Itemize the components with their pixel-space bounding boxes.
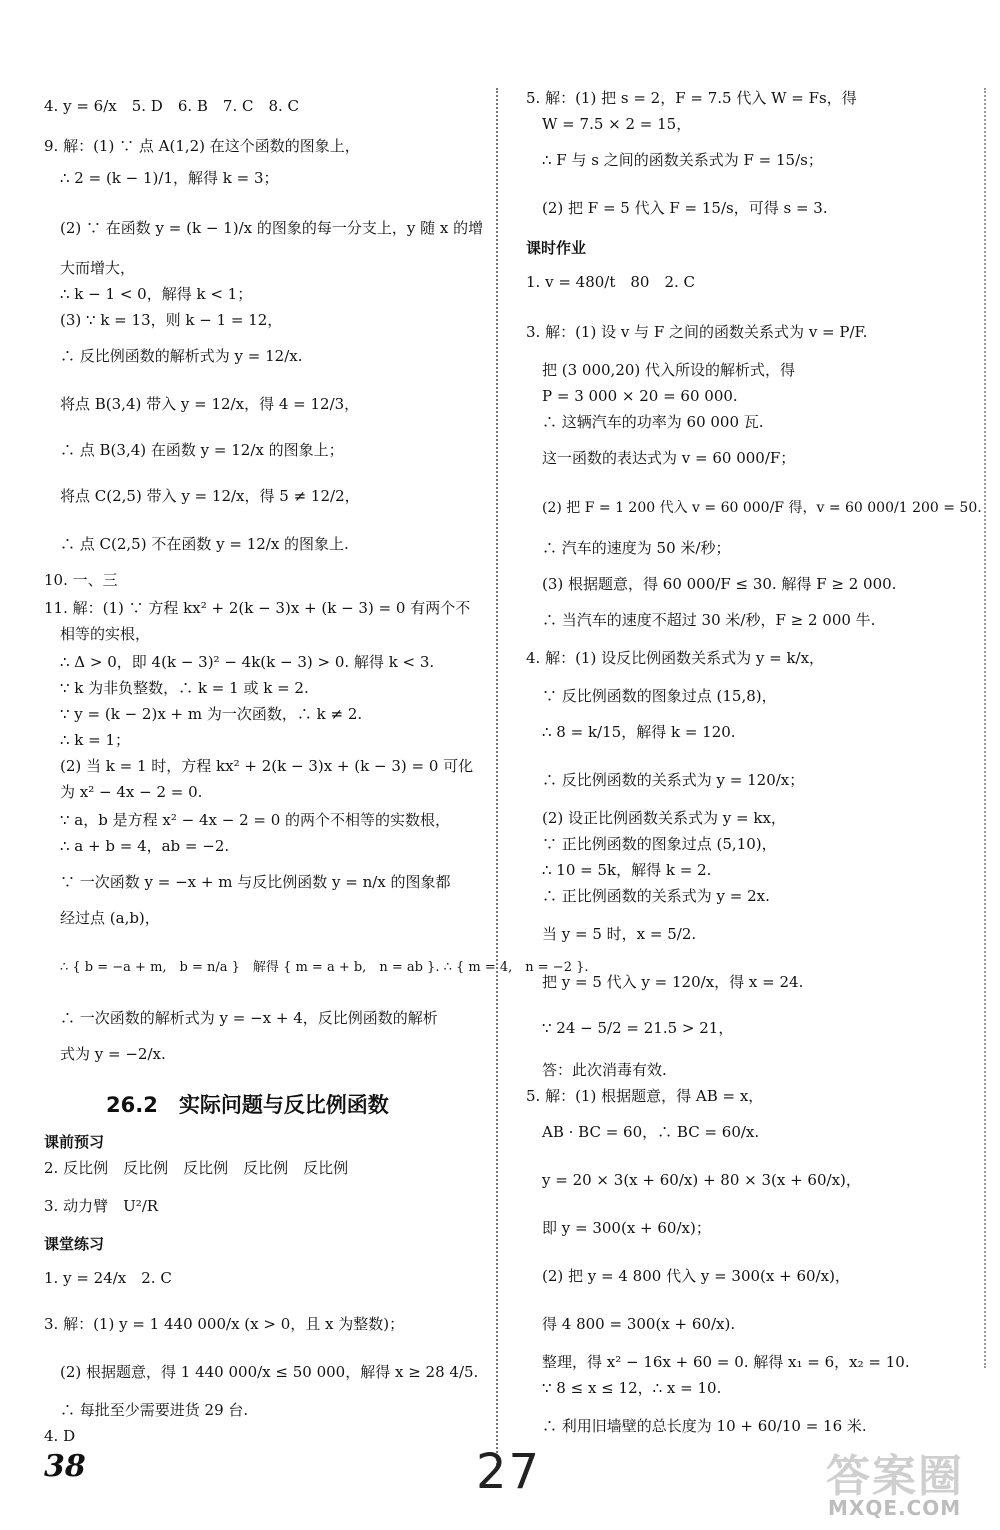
answer-line: 将点 B(3,4) 带入 y = 12/x，得 4 = 12/3， bbox=[60, 395, 360, 413]
answer-line: ∵ 正比例函数的图象过点 (5,10)， bbox=[542, 835, 777, 853]
answer-line: ∴ 正比例函数的关系式为 y = 2x. bbox=[542, 887, 770, 905]
answer-line: 2. 反比例 反比例 反比例 反比例 反比例 bbox=[44, 1159, 349, 1177]
answer-line: P = 3 000 × 20 = 60 000. bbox=[542, 387, 738, 405]
answer-line: 10. 一、三 bbox=[44, 571, 118, 589]
answer-line: 即 y = 300(x + 60/x)； bbox=[542, 1219, 711, 1237]
section-label-practice: 课堂练习 bbox=[44, 1235, 105, 1253]
answer-line: ∴ 点 C(2,5) 不在函数 y = 12/x 的图象上. bbox=[60, 535, 349, 553]
answer-line: ∴ 8 = k/15，解得 k = 120. bbox=[542, 723, 736, 741]
answer-line: 整理，得 x² − 16x + 60 = 0. 解得 x₁ = 6，x₂ = 10. bbox=[542, 1353, 910, 1371]
answer-line: 3. 动力臂 U²/R bbox=[44, 1197, 159, 1215]
answer-line: (2) 当 k = 1 时，方程 kx² + 2(k − 3)x + (k − 3) = 0 可化 bbox=[60, 757, 474, 775]
answer-line: 将点 C(2,5) 带入 y = 12/x，得 5 ≠ 12/2， bbox=[60, 487, 360, 505]
answer-line: 得 4 800 = 300(x + 60/x). bbox=[542, 1315, 736, 1333]
answer-line: 11. 解：(1) ∵ 方程 kx² + 2(k − 3)x + (k − 3) = 0 有两个不 bbox=[44, 599, 471, 617]
answer-line: y = 20 × 3(x + 60/x) + 80 × 3(x + 60/x)， bbox=[542, 1171, 861, 1189]
answer-line: ∴ 2 = (k − 1)/1，解得 k = 3； bbox=[60, 169, 279, 187]
answer-line: 答：此次消毒有效. bbox=[542, 1061, 667, 1079]
answer-line: 5. 解：(1) 把 s = 2，F = 7.5 代入 W = Fs，得 bbox=[526, 89, 857, 107]
answer-line: ∴ 这辆汽车的功率为 60 000 瓦. bbox=[542, 413, 764, 431]
answer-line: ∴ 反比例函数的解析式为 y = 12/x. bbox=[60, 347, 303, 365]
section-title: 26.2 实际问题与反比例函数 bbox=[106, 1093, 389, 1117]
answer-line: AB · BC = 60，∴ BC = 60/x. bbox=[542, 1123, 760, 1141]
answer-line: ∴ 每批至少需要进货 29 台. bbox=[60, 1401, 249, 1419]
watermark-url: MXQE.COM bbox=[828, 1496, 962, 1520]
answer-line: (2) ∵ 在函数 y = (k − 1)/x 的图象的每一分支上，y 随 x 的增 bbox=[60, 219, 484, 237]
answer-line: 3. 解：(1) 设 v 与 F 之间的函数关系式为 v = P/F. bbox=[526, 323, 868, 341]
answer-line: ∵ 24 − 5/2 = 21.5 > 21， bbox=[542, 1019, 734, 1037]
answer-line: ∴ 汽车的速度为 50 米/秒； bbox=[542, 539, 731, 557]
answer-line: 把 (3 000,20) 代入所设的解析式，得 bbox=[542, 361, 796, 379]
watermark-text: 答案圈 bbox=[826, 1451, 964, 1502]
answer-line: ∴ a + b = 4，ab = −2. bbox=[60, 837, 230, 855]
answer-line: 式为 y = −2/x. bbox=[60, 1045, 166, 1063]
page-number: 38 bbox=[44, 1449, 86, 1484]
answer-line: 4. 解：(1) 设反比例函数关系式为 y = k/x， bbox=[526, 649, 825, 667]
answer-line: W = 7.5 × 2 = 15， bbox=[542, 115, 692, 133]
answer-line: (3) 根据题意，得 60 000/F ≤ 30. 解得 F ≥ 2 000. bbox=[542, 575, 897, 593]
answer-line: ∴ Δ > 0，即 4(k − 3)² − 4k(k − 3) > 0. 解得 k < 3. bbox=[60, 653, 435, 671]
answer-line: 4. D bbox=[44, 1427, 76, 1445]
answer-line: ∵ 一次函数 y = −x + m 与反比例函数 y = n/x 的图象都 bbox=[60, 873, 451, 891]
answer-line: ∴ 当汽车的速度不超过 30 米/秒，F ≥ 2 000 牛. bbox=[542, 611, 876, 629]
answer-line: ∵ y = (k − 2)x + m 为一次函数，∴ k ≠ 2. bbox=[60, 705, 363, 723]
answer-line: 5. 解：(1) 根据题意，得 AB = x， bbox=[526, 1087, 764, 1105]
answer-line: ∵ 8 ≤ x ≤ 12，∴ x = 10. bbox=[542, 1379, 722, 1397]
answer-line: ∴ 利用旧墙壁的总长度为 10 + 60/10 = 16 米. bbox=[542, 1417, 867, 1435]
answer-line: ∴ k − 1 < 0，解得 k < 1； bbox=[60, 285, 253, 303]
answer-line: 1. y = 24/x 2. C bbox=[44, 1269, 172, 1287]
page-edge-line bbox=[984, 88, 986, 1368]
answer-line: 相等的实根， bbox=[60, 625, 151, 643]
answer-line: ∵ k 为非负整数，∴ k = 1 或 k = 2. bbox=[60, 679, 309, 697]
watermark-logo bbox=[818, 1440, 994, 1524]
answer-line: ∵ a，b 是方程 x² − 4x − 2 = 0 的两个不相等的实数根， bbox=[60, 811, 451, 829]
answer-line: (2) 把 F = 5 代入 F = 15/s，可得 s = 3. bbox=[542, 199, 828, 217]
answer-line: ∴ 一次函数的解析式为 y = −x + 4，反比例函数的解析 bbox=[60, 1009, 438, 1027]
answer-line: ∵ 反比例函数的图象过点 (15,8)， bbox=[542, 687, 777, 705]
answer-line: (3) ∵ k = 13，则 k − 1 = 12， bbox=[60, 311, 283, 329]
answer-line: ∴ F 与 s 之间的函数关系式为 F = 15/s； bbox=[542, 151, 823, 169]
answer-line: ∴ 点 B(3,4) 在函数 y = 12/x 的图象上； bbox=[60, 441, 344, 459]
answer-line: ∴ { b = −a + m, b = n/a } 解得 { m = a + b, n = ab }. ∴ { m = 4, n = −2 }. bbox=[60, 960, 589, 975]
answer-line: ∴ 10 = 5k，解得 k = 2. bbox=[542, 861, 712, 879]
section-label-preview: 课前预习 bbox=[44, 1133, 105, 1151]
answer-line: 当 y = 5 时，x = 5/2. bbox=[542, 925, 697, 943]
handwritten-page-number: 27 bbox=[476, 1444, 542, 1500]
answer-line: 为 x² − 4x − 2 = 0. bbox=[60, 783, 203, 801]
answer-line: 这一函数的表达式为 v = 60 000/F； bbox=[542, 449, 796, 467]
answer-line: 1. v = 480/t 80 2. C bbox=[526, 273, 696, 291]
answer-line: 大而增大， bbox=[60, 259, 136, 277]
section-label-homework: 课时作业 bbox=[526, 239, 587, 257]
answer-line: (2) 设正比例函数关系式为 y = kx， bbox=[542, 809, 786, 827]
answer-line: ∴ 反比例函数的关系式为 y = 120/x； bbox=[542, 771, 805, 789]
answer-line: 9. 解：(1) ∵ 点 A(1,2) 在这个函数的图象上， bbox=[44, 137, 360, 155]
answer-line: 把 y = 5 代入 y = 120/x，得 x = 24. bbox=[542, 973, 804, 991]
column-divider bbox=[496, 88, 498, 1468]
answer-line: 3. 解：(1) y = 1 440 000/x (x > 0，且 x 为整数)； bbox=[44, 1315, 405, 1333]
answer-line: (2) 把 y = 4 800 代入 y = 300(x + 60/x)， bbox=[542, 1267, 850, 1285]
answer-line: 4. y = 6/x 5. D 6. B 7. C 8. C bbox=[44, 97, 300, 115]
answer-line: (2) 根据题意，得 1 440 000/x ≤ 50 000，解得 x ≥ 28 4/5. bbox=[60, 1363, 479, 1381]
answer-line: 经过点 (a,b)， bbox=[60, 909, 160, 927]
answer-line: (2) 把 F = 1 200 代入 v = 60 000/F 得，v = 60 000/1 200 = 50. bbox=[542, 500, 982, 516]
answer-line: ∴ k = 1； bbox=[60, 731, 131, 749]
